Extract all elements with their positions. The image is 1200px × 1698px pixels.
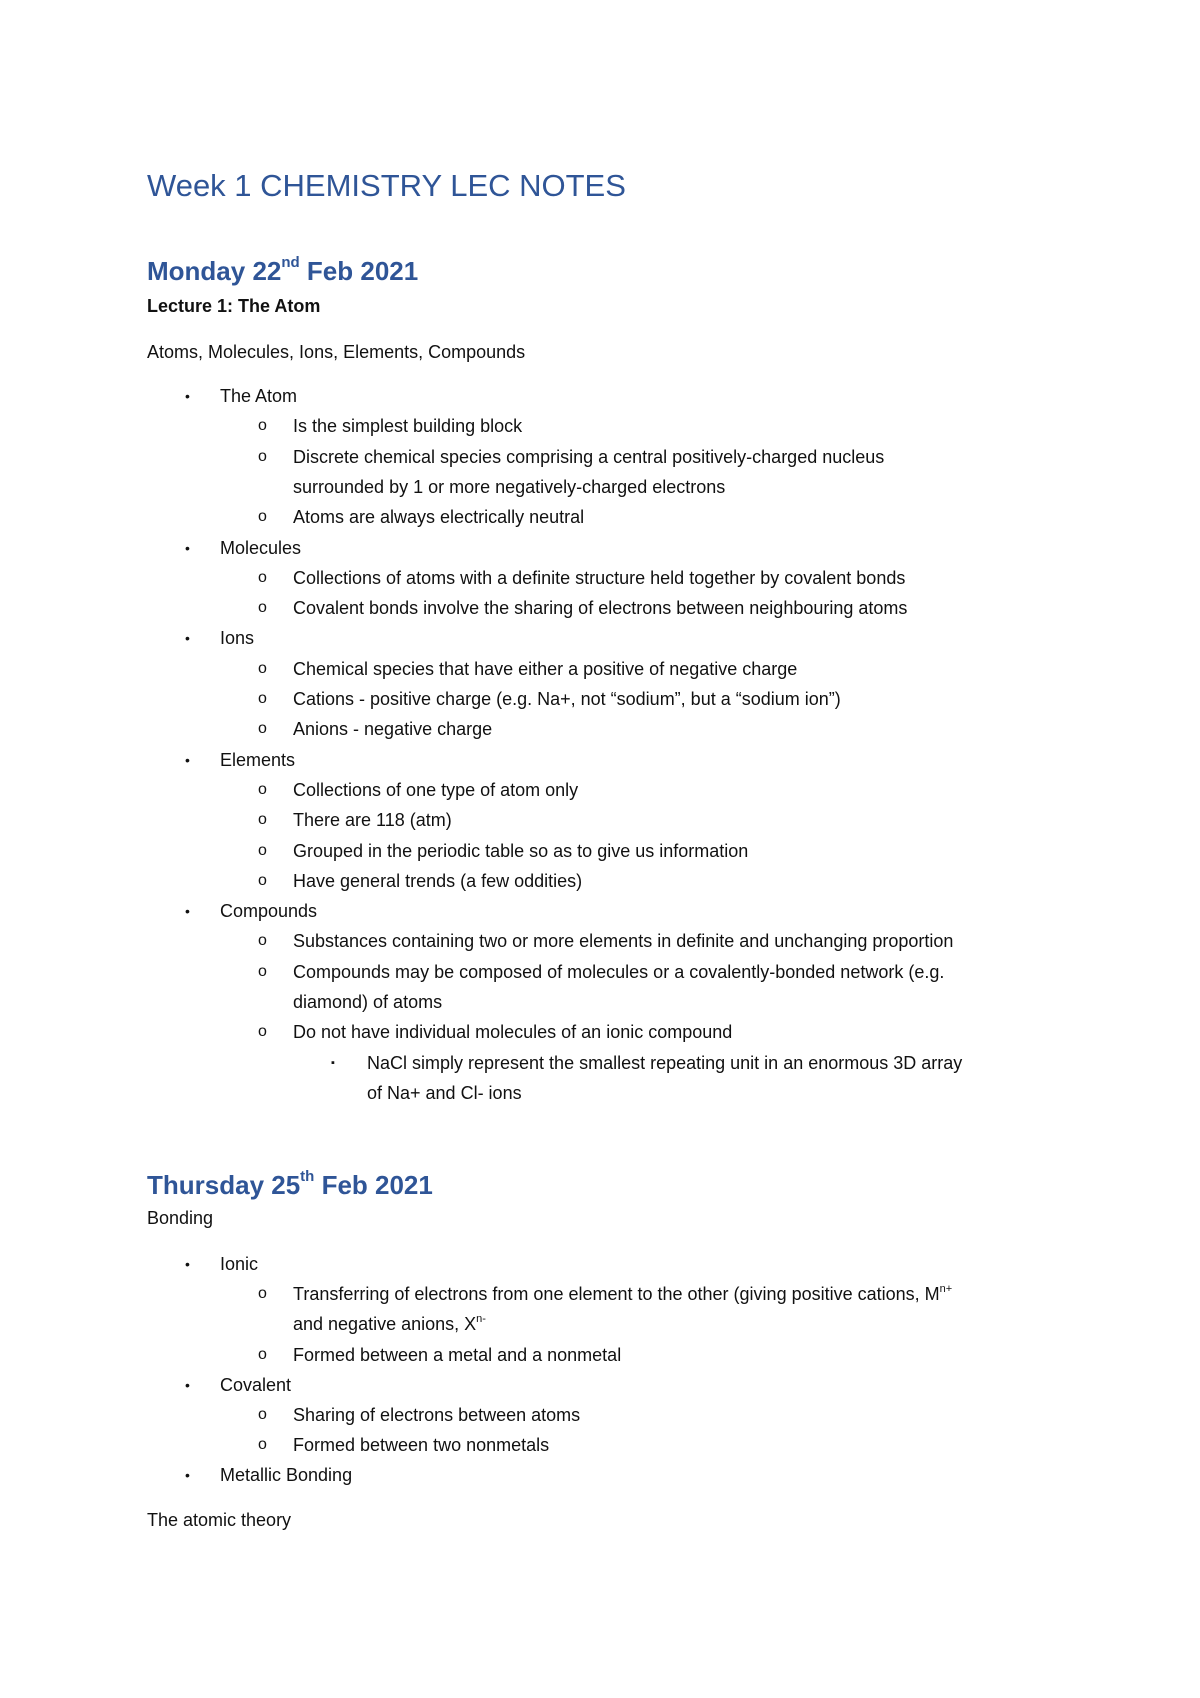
list-item-text: NaCl simply represent the smallest repeating unit in an enormous 3D array bbox=[367, 1052, 963, 1073]
list-item-level2 bbox=[293, 1344, 621, 1366]
bullet-level2-icon: o bbox=[258, 1285, 267, 1303]
list-item-text: Collections of one type of atom only bbox=[293, 779, 579, 800]
list-item-level1 bbox=[220, 1464, 352, 1486]
bullet-level2-icon: o bbox=[258, 508, 267, 526]
list-item-text: Anions - negative charge bbox=[293, 719, 493, 740]
bullet-level2-icon: o bbox=[258, 932, 267, 950]
section-heading-monday bbox=[147, 256, 418, 287]
bullet-level2-icon: o bbox=[258, 599, 267, 617]
list-item-text: Compounds may be composed of molecules or a covalently-bonded network (e.g. bbox=[293, 961, 945, 982]
list-item-text: Ionic bbox=[220, 1254, 259, 1274]
list-item-level2 bbox=[293, 840, 748, 862]
bullet-level1-icon: • bbox=[185, 630, 190, 647]
heading-text-rest: Feb 2021 bbox=[299, 256, 419, 286]
list-item-level2 bbox=[293, 476, 725, 498]
charge-superscript: n+ bbox=[939, 1283, 953, 1296]
list-item-level2 bbox=[293, 1283, 952, 1308]
list-item-text: Transferring of electrons from one element to the other (giving positive cations, M bbox=[293, 1284, 940, 1305]
bullet-level2-icon: o bbox=[258, 447, 267, 465]
list-item-level2 bbox=[293, 779, 578, 801]
list-item-level2 bbox=[293, 809, 452, 831]
list-item-level2 bbox=[293, 567, 905, 589]
bullet-level1-icon: • bbox=[185, 1467, 190, 1484]
list-item-text: Discrete chemical species comprising a central positively-charged nucleus bbox=[293, 446, 885, 467]
list-item-text: of Na+ and Cl- ions bbox=[367, 1082, 522, 1103]
list-item-text: Do not have individual molecules of an ionic compound bbox=[293, 1022, 733, 1043]
list-item-level2 bbox=[293, 1404, 580, 1426]
list-item-level1 bbox=[220, 1253, 258, 1275]
bullet-level2-icon: o bbox=[258, 568, 267, 586]
charge-superscript: n- bbox=[476, 1313, 486, 1326]
list-item-text: diamond) of atoms bbox=[293, 992, 443, 1012]
list-item-level2 bbox=[293, 597, 907, 619]
list-item-text: The Atom bbox=[220, 386, 298, 406]
list-item-text: Formed between two nonmetals bbox=[293, 1435, 550, 1456]
heading-text: Monday 22 bbox=[147, 256, 282, 286]
list-item-level2 bbox=[293, 991, 442, 1013]
bonding-intro: Bonding bbox=[147, 1208, 214, 1228]
list-item-text: There are 118 (atm) bbox=[293, 810, 452, 831]
bullet-level2-icon: o bbox=[258, 417, 267, 435]
list-item-level2 bbox=[293, 415, 522, 437]
list-item-level2 bbox=[293, 930, 953, 952]
bullet-level2-icon: o bbox=[258, 780, 267, 798]
list-item-text: Metallic Bonding bbox=[220, 1465, 353, 1486]
bullet-level2-icon: o bbox=[258, 1023, 267, 1041]
list-item-level2 bbox=[293, 1434, 549, 1456]
lecture-subheading: Lecture 1: The Atom bbox=[147, 296, 321, 316]
list-item-text: Covalent bonds involve the sharing of electrons between neighbouring atoms bbox=[293, 598, 908, 619]
bullet-level2-icon: o bbox=[258, 1436, 267, 1454]
list-item-level1 bbox=[220, 1374, 291, 1396]
list-item-text: Atoms are always electrically neutral bbox=[293, 507, 585, 528]
list-item-level2 bbox=[293, 688, 841, 710]
bullet-level2-icon: o bbox=[258, 1345, 267, 1363]
section-heading-thursday bbox=[147, 1170, 433, 1201]
list-item-text: Cations - positive charge (e.g. Na+, not “sodium”, but a “sodium ion”) bbox=[293, 689, 841, 709]
list-item-text: Substances containing two or more elements in definite and unchanging proportion bbox=[293, 931, 954, 952]
list-item-level2 bbox=[293, 870, 582, 892]
list-item-text: Grouped in the periodic table so as to give us information bbox=[293, 840, 749, 861]
bullet-level2-icon: o bbox=[258, 720, 267, 738]
list-item-text: Ions bbox=[220, 628, 255, 649]
list-item-text: Formed between a metal and a nonmetal bbox=[293, 1344, 622, 1365]
list-item-level1 bbox=[220, 900, 317, 922]
list-item-level2 bbox=[293, 718, 492, 740]
heading-text-rest: Feb 2021 bbox=[314, 1170, 433, 1200]
list-item-text: Chemical species that have either a positive of negative charge bbox=[293, 658, 798, 679]
list-item-text: Sharing of electrons between atoms bbox=[293, 1405, 581, 1425]
bullet-level2-icon: o bbox=[258, 1406, 267, 1423]
topics-intro: Atoms, Molecules, Ions, Elements, Compounds bbox=[147, 342, 526, 362]
list-item-level2 bbox=[293, 658, 797, 680]
list-item-level3 bbox=[367, 1052, 962, 1074]
list-item-text: Elements bbox=[220, 749, 296, 770]
list-item-text: Compounds bbox=[220, 901, 318, 922]
list-item-text: and negative anions, X bbox=[293, 1314, 477, 1335]
bullet-level1-icon: • bbox=[185, 539, 190, 556]
closing-line: The atomic theory bbox=[147, 1510, 292, 1530]
bullet-level3-icon: ▪ bbox=[331, 1056, 335, 1069]
list-item-level3 bbox=[367, 1082, 522, 1104]
list-item-text: surrounded by 1 or more negatively-charged electrons bbox=[293, 476, 726, 497]
list-item-level2 bbox=[293, 1313, 486, 1338]
list-item-level1 bbox=[220, 627, 254, 649]
list-item-text: Covalent bbox=[220, 1374, 292, 1395]
bullet-level2-icon: o bbox=[258, 811, 267, 829]
list-item-level2 bbox=[293, 1021, 732, 1043]
list-item-level2 bbox=[293, 506, 584, 528]
heading-superscript: th bbox=[300, 1168, 315, 1186]
document-title: Week 1 CHEMISTRY LEC NOTES bbox=[147, 168, 626, 203]
list-item-text: Have general trends (a few oddities) bbox=[293, 870, 583, 891]
bullet-level2-icon: o bbox=[258, 871, 267, 889]
bullet-level1-icon: • bbox=[185, 388, 190, 404]
list-item-text: Molecules bbox=[220, 537, 302, 558]
list-item-level1 bbox=[220, 537, 301, 559]
list-item-level2 bbox=[293, 961, 944, 983]
bullet-level1-icon: • bbox=[185, 1256, 190, 1272]
bullet-level1-icon: • bbox=[185, 903, 190, 920]
bullet-level2-icon: o bbox=[258, 962, 267, 980]
bullet-level2-icon: o bbox=[258, 690, 267, 707]
bullet-level1-icon: • bbox=[185, 1376, 190, 1393]
list-item-text: Collections of atoms with a definite structure held together by covalent bonds bbox=[293, 567, 906, 588]
heading-superscript: nd bbox=[281, 254, 300, 272]
list-item-level2 bbox=[293, 446, 884, 468]
bullet-level2-icon: o bbox=[258, 659, 267, 677]
list-item-level1 bbox=[220, 749, 295, 771]
bullet-level2-icon: o bbox=[258, 841, 267, 859]
list-item-level1 bbox=[220, 385, 297, 407]
heading-text: Thursday 25 bbox=[147, 1170, 301, 1200]
bullet-level1-icon: • bbox=[185, 751, 190, 768]
list-item-text: Is the simplest building block bbox=[293, 416, 523, 437]
